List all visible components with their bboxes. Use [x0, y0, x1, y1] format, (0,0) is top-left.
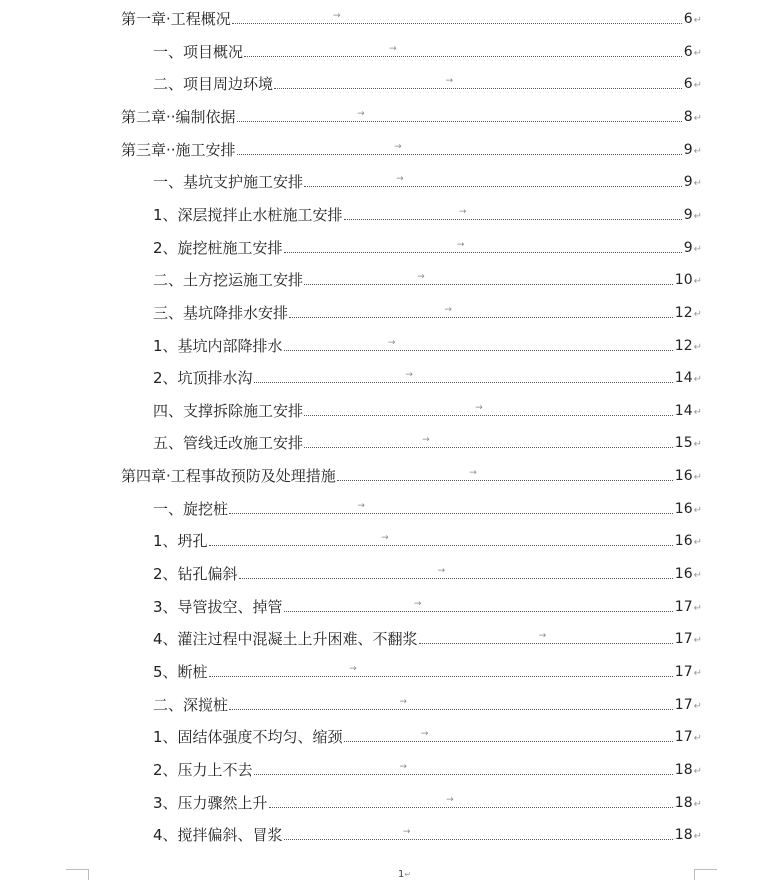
- tab-arrow-icon: →: [445, 76, 454, 87]
- toc-entry-page-number: 6: [683, 43, 693, 60]
- toc-entry-title: 4、灌注过程中混凝土上升困难、不翻浆: [153, 630, 418, 649]
- toc-entry-page-number: 12: [674, 337, 693, 354]
- paragraph-mark-icon: ↵: [693, 570, 702, 581]
- toc-entry-page-number: 17: [674, 631, 693, 648]
- toc-entry[interactable]: [153, 401, 702, 421]
- toc-entry[interactable]: [153, 662, 702, 682]
- tab-arrow-icon: →: [538, 631, 547, 642]
- toc-entry-title: 一、项目概况: [153, 42, 244, 61]
- toc-dot-leader: [284, 598, 673, 612]
- toc-entry-page-number: 18: [674, 794, 693, 811]
- toc-entry-page-number: 14: [674, 402, 693, 419]
- page-corner-mark-right: [694, 869, 717, 880]
- toc-entry-page-number: 6: [683, 76, 693, 93]
- toc-entry-page-number: 15: [674, 435, 693, 452]
- toc-entry-page-number: 17: [674, 598, 693, 615]
- tab-arrow-icon: →: [402, 827, 411, 838]
- toc-dot-leader: [284, 827, 673, 840]
- tab-arrow-icon: →: [333, 11, 341, 21]
- paragraph-mark-icon: ↵: [693, 47, 702, 59]
- paragraph-mark-icon: ↵: [693, 406, 702, 418]
- paragraph-mark-icon: ↵: [693, 210, 702, 222]
- paragraph-mark-icon: ↵: [693, 178, 702, 190]
- toc-entry[interactable]: [153, 629, 702, 649]
- tab-arrow-icon: →: [437, 566, 446, 576]
- toc-dot-leader: [337, 468, 673, 481]
- toc-dot-leader: [304, 402, 673, 416]
- tab-arrow-icon: →: [357, 108, 365, 119]
- toc-dot-leader: [237, 108, 682, 122]
- paragraph-mark-icon: ↵: [693, 80, 702, 92]
- paragraph-mark-icon: ↵: [693, 374, 702, 386]
- toc-entry-page-number: 16: [674, 500, 693, 517]
- toc-entry-page-number: 9: [683, 239, 693, 256]
- paragraph-mark-icon: ↵: [693, 276, 702, 288]
- paragraph-mark-icon: ↵: [693, 733, 702, 745]
- toc-entry[interactable]: [153, 433, 702, 453]
- tab-arrow-icon: →: [456, 239, 465, 250]
- paragraph-mark-icon: ↵: [693, 145, 702, 157]
- toc-dot-leader: [237, 141, 682, 155]
- paragraph-mark-icon: ↵: [693, 439, 702, 451]
- toc-entry-page-number: 18: [674, 827, 693, 844]
- toc-entry-page-number: 9: [683, 141, 693, 158]
- toc-entry[interactable]: [153, 597, 702, 617]
- toc-dot-leader: [209, 664, 673, 677]
- toc-entry-page-number: 10: [674, 272, 693, 289]
- paragraph-mark-icon: ↵: [693, 602, 702, 614]
- toc-entry[interactable]: [121, 9, 702, 29]
- paragraph-mark-icon: ↵: [693, 537, 702, 549]
- toc-dot-leader: [244, 43, 682, 57]
- toc-entry-title: 1、深层搅拌止水桩施工安排: [153, 205, 343, 224]
- tab-arrow-icon: →: [469, 468, 477, 479]
- toc-entry[interactable]: [121, 107, 702, 127]
- toc-entry[interactable]: [153, 793, 702, 813]
- tab-arrow-icon: →: [417, 272, 425, 283]
- toc-dot-leader: [304, 174, 682, 187]
- toc-dot-leader: [254, 761, 673, 775]
- toc-dot-leader: [344, 206, 682, 220]
- paragraph-mark-icon: ↵: [693, 700, 702, 712]
- paragraph-mark-icon: ↵: [693, 831, 702, 843]
- toc-dot-leader: [239, 566, 673, 579]
- paragraph-mark-icon: ↵: [693, 635, 702, 647]
- toc-entry-title: 四、支撑拆除施工安排: [153, 401, 304, 420]
- toc-entry-title: 第三章··施工安排: [121, 140, 236, 159]
- paragraph-mark-icon: ↵: [693, 243, 702, 255]
- tab-arrow-icon: →: [420, 729, 429, 740]
- toc-entry[interactable]: [121, 466, 702, 486]
- tab-arrow-icon: →: [396, 174, 404, 185]
- toc-entry-page-number: 16: [674, 533, 693, 550]
- tab-arrow-icon: →: [405, 370, 413, 381]
- toc-entry-title: 1、固结体强度不均匀、缩颈: [153, 728, 343, 747]
- toc-entry-title: 2、压力上不去: [153, 760, 253, 779]
- toc-entry-page-number: 8: [683, 108, 693, 125]
- tab-arrow-icon: →: [357, 500, 365, 511]
- tab-arrow-icon: →: [422, 435, 430, 446]
- toc-entry-title: 第四章·工程事故预防及处理措施: [121, 467, 336, 486]
- tab-arrow-icon: →: [389, 43, 397, 54]
- toc-entry[interactable]: [153, 270, 702, 290]
- toc-entry-title: 五、管线迁改施工安排: [153, 434, 304, 453]
- tab-arrow-icon: →: [413, 598, 422, 609]
- toc-dot-leader: [304, 435, 673, 448]
- toc-dot-leader: [344, 729, 673, 742]
- paragraph-mark-icon: ↵: [693, 308, 702, 320]
- toc-entry-title: 第二章··编制依据: [121, 107, 236, 126]
- paragraph-mark-icon: ↵: [693, 472, 702, 484]
- paragraph-mark-icon: ↵: [693, 15, 702, 26]
- toc-entry-title: 3、压力骤然上升: [153, 793, 268, 812]
- paragraph-mark-icon: ↵: [693, 765, 702, 777]
- toc-entry-title: 2、坑顶排水沟: [153, 369, 253, 388]
- toc-entry-title: 3、导管拔空、掉管: [153, 597, 283, 616]
- toc-dot-leader: [284, 337, 673, 351]
- footer-page-number-text: 1: [398, 869, 405, 880]
- tab-arrow-icon: →: [458, 206, 467, 217]
- toc-entry-page-number: 9: [683, 174, 693, 191]
- page-corner-mark-left: [66, 869, 89, 880]
- tab-arrow-icon: →: [381, 533, 389, 544]
- toc-entry-page-number: 16: [674, 468, 693, 485]
- toc-entry-title: 一、旋挖桩: [153, 499, 229, 518]
- toc-dot-leader: [232, 11, 682, 24]
- toc-entry[interactable]: [153, 531, 702, 551]
- toc-dot-leader: [209, 533, 673, 546]
- toc-dot-leader: [254, 370, 673, 383]
- toc-entry-title: 第一章·工程概况: [121, 10, 231, 28]
- toc-entry[interactable]: [153, 564, 702, 584]
- toc-entry-title: 2、旋挖桩施工安排: [153, 238, 283, 257]
- toc-entry[interactable]: [153, 238, 702, 258]
- toc-entry-page-number: 17: [674, 729, 693, 746]
- toc-entry-title: 1、坍孔: [153, 532, 208, 551]
- toc-entry[interactable]: [153, 760, 702, 780]
- paragraph-mark-icon: ↵: [693, 341, 702, 353]
- toc-entry-page-number: 17: [674, 664, 693, 680]
- tab-arrow-icon: →: [475, 402, 483, 413]
- toc-entry-page-number: 14: [674, 370, 693, 387]
- toc-entry-page-number: 18: [674, 761, 693, 778]
- toc-entry[interactable]: [153, 499, 702, 519]
- toc-entry[interactable]: [153, 205, 702, 225]
- toc-entry-page-number: 9: [683, 206, 693, 223]
- toc-entry[interactable]: [153, 727, 702, 747]
- toc-dot-leader: [274, 76, 682, 89]
- toc-entry[interactable]: [153, 172, 702, 192]
- toc-entry[interactable]: [121, 140, 702, 160]
- toc-entry-page-number: 16: [674, 566, 693, 582]
- toc-dot-leader: [304, 272, 673, 285]
- toc-entry[interactable]: [153, 695, 702, 715]
- toc-entry-title: 二、项目周边环境: [153, 75, 274, 94]
- tab-arrow-icon: →: [387, 337, 396, 348]
- toc-entry-page-number: 17: [674, 696, 693, 713]
- tab-arrow-icon: →: [349, 664, 357, 674]
- toc-entry-page-number: 6: [683, 11, 693, 27]
- toc-entry[interactable]: [153, 74, 702, 94]
- tab-arrow-icon: →: [399, 696, 407, 707]
- toc-entry[interactable]: [153, 303, 702, 323]
- toc-dot-leader: [284, 239, 682, 253]
- toc-entry-title: 1、基坑内部降排水: [153, 336, 283, 355]
- tab-arrow-icon: →: [446, 794, 454, 805]
- toc-entry-title: 5、断桩: [153, 663, 208, 681]
- toc-entry-title: 4、搅拌偏斜、冒浆: [153, 826, 283, 845]
- footer-paragraph-mark: ↵: [404, 870, 412, 879]
- toc-dot-leader: [269, 794, 673, 808]
- tab-arrow-icon: →: [394, 141, 402, 152]
- toc-entry[interactable]: [153, 825, 702, 845]
- toc-dot-leader: [229, 500, 673, 514]
- tab-arrow-icon: →: [444, 304, 452, 315]
- toc-entry[interactable]: [153, 42, 702, 62]
- toc-entry[interactable]: [153, 336, 702, 356]
- paragraph-mark-icon: ↵: [693, 798, 702, 810]
- toc-entry-title: 二、深搅桩: [153, 695, 229, 714]
- paragraph-mark-icon: ↵: [693, 504, 702, 516]
- paragraph-mark-icon: ↵: [693, 668, 702, 679]
- toc-entry-page-number: 12: [674, 304, 693, 321]
- toc-entry[interactable]: [153, 368, 702, 388]
- paragraph-mark-icon: ↵: [693, 112, 702, 124]
- toc-dot-leader: [419, 631, 673, 644]
- toc-entry-title: 2、钻孔偏斜: [153, 565, 238, 583]
- toc-dot-leader: [229, 696, 673, 710]
- toc-entry-title: 二、土方挖运施工安排: [153, 271, 304, 290]
- toc-entry-title: 三、基坑降排水安排: [153, 303, 289, 322]
- tab-arrow-icon: →: [399, 761, 407, 772]
- toc-dot-leader: [289, 304, 673, 318]
- toc-entry-title: 一、基坑支护施工安排: [153, 173, 304, 192]
